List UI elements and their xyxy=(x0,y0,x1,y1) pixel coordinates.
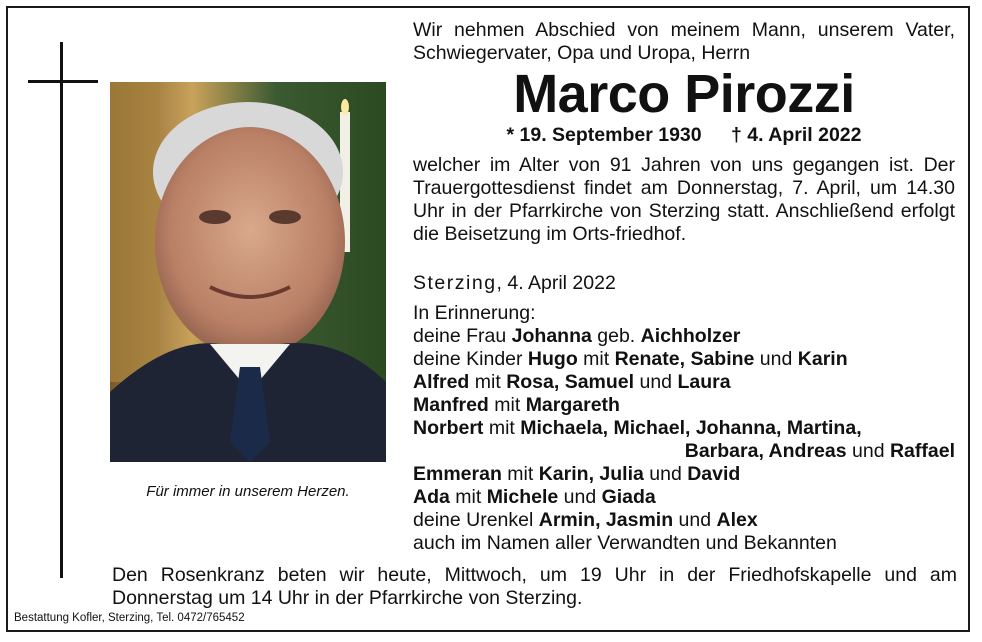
family-line-norbert: Norbert mit Michaela, Michael, Johanna, Martina, xyxy=(413,417,862,439)
funeral-home-footer: Bestattung Kofler, Sterzing, Tel. 0472/765452 xyxy=(14,612,245,624)
service-text: welcher im Alter von 91 Jahren von uns gegangen ist. Der Trauergottesdienst findet am Donnerstag, 7. April, um 14.30 Uhr in der Pfarrkirche von Sterzing statt. Anschließend erfolgt die Beisetzung im Orts-friedhof. xyxy=(413,154,955,245)
place-date xyxy=(413,272,616,295)
deceased-name: Marco Pirozzi xyxy=(513,64,855,124)
rosary-text: Den Rosenkranz beten wir heute, Mittwoch, um 19 Uhr in der Friedhofskapelle und am Donnerstag um 14 Uhr in der Pfarrkirche von Sterzing. xyxy=(112,564,957,609)
birth-date: * 19. September 1930 xyxy=(506,124,702,146)
family-list xyxy=(413,302,955,555)
portrait-photo xyxy=(110,82,386,462)
death-date: † 4. April 2022 xyxy=(731,124,862,146)
family-line-children: deine Kinder Hugo mit Renate, Sabine und Karin xyxy=(413,348,848,370)
family-line-wife: deine Frau Johanna geb. Aichholzer xyxy=(413,325,741,347)
place: Sterzing xyxy=(413,272,497,294)
family-line-greatgrandchildren: deine Urenkel Armin, Jasmin und Alex xyxy=(413,509,758,531)
photo-caption: Für immer in unserem Herzen. xyxy=(146,483,350,500)
family-heading: In Erinnerung: xyxy=(413,302,536,324)
family-line-ada: Ada mit Michele und Giada xyxy=(413,486,656,508)
family-line-manfred: Manfred mit Margareth xyxy=(413,394,620,416)
life-dates xyxy=(413,123,955,147)
family-line-alfred: Alfred mit Rosa, Samuel und Laura xyxy=(413,371,731,393)
cross-icon-bar xyxy=(28,80,98,83)
date: , 4. April 2022 xyxy=(496,272,616,294)
cross-icon xyxy=(60,42,63,578)
intro-text: Wir nehmen Abschied von meinem Mann, unserem Vater, Schwiegervater, Opa und Uropa, Herrn xyxy=(413,19,955,64)
family-line-relatives: auch im Namen aller Verwandten und Bekannten xyxy=(413,532,837,554)
family-line-norbert-cont: Barbara, Andreas und Raffael xyxy=(684,440,955,462)
family-line-emmeran: Emmeran mit Karin, Julia und David xyxy=(413,463,741,485)
